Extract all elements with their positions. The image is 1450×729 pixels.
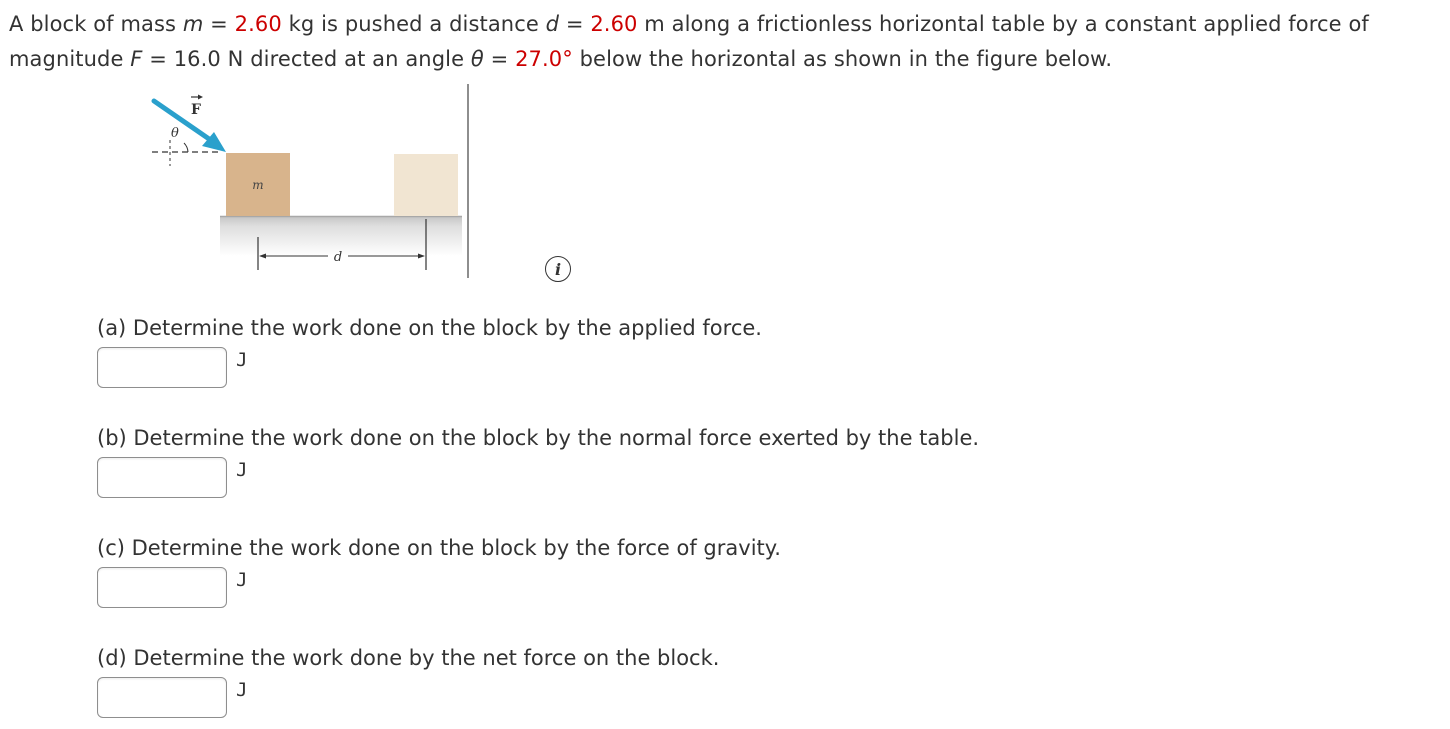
distance-symbol: d xyxy=(545,12,560,36)
mass-symbol: m xyxy=(182,12,204,36)
part-d-question: (d) Determine the work done by the net force on the block. xyxy=(97,646,720,670)
problem-text: = xyxy=(203,12,235,36)
mass-label: m xyxy=(252,178,264,192)
angle-arc xyxy=(184,143,188,152)
distance-label: d xyxy=(333,250,343,265)
part-a xyxy=(97,313,762,388)
info-icon[interactable] xyxy=(545,256,571,282)
part-d-answer-row xyxy=(97,677,719,718)
problem-text: = xyxy=(483,47,516,71)
angle-value: 27.0° xyxy=(515,47,573,71)
part-d-unit: J xyxy=(236,679,248,701)
part-b-unit: J xyxy=(236,459,248,481)
figure-svg xyxy=(148,82,478,282)
problem-statement xyxy=(9,7,1445,77)
part-c-unit: J xyxy=(236,569,248,591)
part-a-unit: J xyxy=(236,349,248,371)
part-d xyxy=(97,643,719,718)
problem-text: = xyxy=(559,12,591,36)
problem-text: = 16.0 N directed at an angle xyxy=(142,47,471,71)
problem-text: m along a frictionless horizontal table by a constant applied force of magnitude xyxy=(9,12,1369,71)
problem-text: A block of mass xyxy=(9,12,183,36)
part-c-answer-row xyxy=(97,567,781,608)
part-b-question: (b) Determine the work done on the block by the normal force exerted by the table. xyxy=(97,426,980,450)
force-arrow-shaft xyxy=(154,101,212,141)
distance-value: 2.60 xyxy=(590,12,638,36)
mass-value: 2.60 xyxy=(234,12,282,36)
force-label: F xyxy=(191,102,201,118)
part-a-answer-input[interactable] xyxy=(97,347,227,388)
info-glyph: i xyxy=(554,259,562,279)
force-symbol: F xyxy=(130,47,143,71)
part-c-answer-input[interactable] xyxy=(97,567,227,608)
part-a-question: (a) Determine the work done on the block by the applied force. xyxy=(97,316,762,340)
part-b-answer-input[interactable] xyxy=(97,457,227,498)
problem-text: below the horizontal as shown in the figure below. xyxy=(572,47,1113,71)
vector-bar-head xyxy=(198,95,203,100)
final-block xyxy=(394,154,458,216)
angle-symbol: θ xyxy=(470,47,484,71)
part-b xyxy=(97,423,979,498)
block-figure xyxy=(148,82,478,282)
part-c-question: (c) Determine the work done on the block by the force of gravity. xyxy=(97,536,781,560)
angle-label: θ xyxy=(171,126,179,141)
part-b-answer-row xyxy=(97,457,979,498)
part-a-answer-row xyxy=(97,347,762,388)
problem-text: kg is pushed a distance xyxy=(281,12,546,36)
part-d-answer-input[interactable] xyxy=(97,677,227,718)
part-c xyxy=(97,533,781,608)
